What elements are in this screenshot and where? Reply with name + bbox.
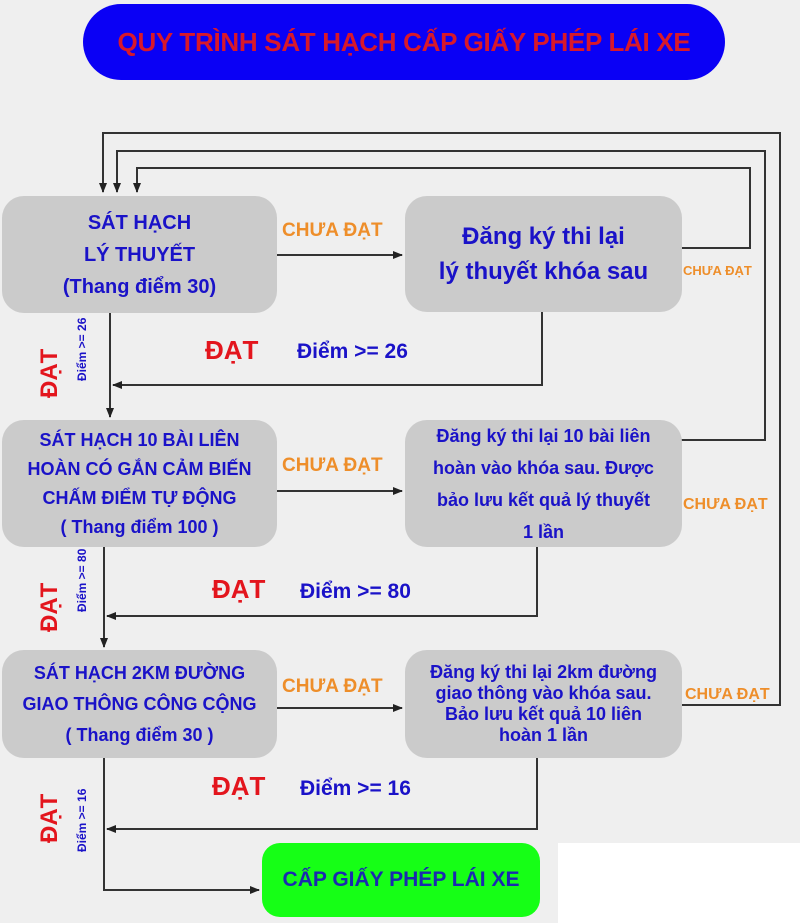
pass-label: ĐẠT	[212, 574, 266, 604]
side-pass-label: ĐẠT	[36, 348, 63, 398]
pass-condition: Điểm >= 26	[297, 340, 408, 363]
side-pass-condition: Điểm >= 80	[75, 548, 89, 612]
retake-fail-label: CHƯA ĐẠT	[683, 263, 752, 278]
road-exam-box	[2, 650, 277, 758]
pass-condition: Điểm >= 16	[300, 777, 411, 800]
side-pass-condition: Điểm >= 16	[75, 788, 89, 852]
box-line: SÁT HẠCH	[87, 211, 192, 234]
maneuver-exam-box	[2, 420, 277, 547]
pass-label: ĐẠT	[212, 771, 266, 801]
side-pass-condition: Điểm >= 26	[75, 317, 89, 381]
pass-label: ĐẠT	[205, 335, 259, 365]
theory-exam-box	[2, 196, 277, 313]
box-line: ( Thang điểm 30 )	[65, 724, 214, 745]
box-line: Bảo lưu kết quả 10 liên	[444, 704, 643, 724]
blank-area	[558, 843, 800, 923]
side-pass-label: ĐẠT	[36, 793, 63, 843]
box-line: LÝ THUYẾT	[83, 243, 196, 266]
box-line: Đăng ký thi lại 10 bài liên	[436, 425, 651, 446]
box-line: SÁT HẠCH 2KM ĐƯỜNG	[33, 662, 246, 683]
page-title: QUY TRÌNH SÁT HẠCH CẤP GIẤY PHÉP LÁI XE	[117, 26, 691, 57]
box-line: Đăng ký thi lại 2km đường	[430, 662, 657, 682]
box-line: GIAO THÔNG CÔNG CỘNG	[22, 693, 257, 714]
box-line: hoàn vào khóa sau. Được	[433, 457, 654, 478]
box-line: (Thang điểm 30)	[62, 275, 217, 298]
theory-retake-box	[405, 196, 682, 312]
box-line: bảo lưu kết quả lý thuyết	[436, 489, 651, 510]
fail-label: CHƯA ĐẠT	[282, 455, 383, 476]
retake-fail-label: CHƯA ĐẠT	[683, 496, 768, 513]
final-label: CẤP GIẤY PHÉP LÁI XE	[282, 868, 520, 891]
title-banner	[83, 4, 725, 80]
license-issued-box	[262, 843, 540, 917]
retake-fail-label: CHƯA ĐẠT	[685, 686, 770, 703]
side-pass-label: ĐẠT	[36, 582, 63, 632]
box-line: Đăng ký thi lại	[462, 223, 625, 250]
box-line: 1 lần	[522, 521, 565, 542]
maneuver-retake-box	[405, 420, 682, 547]
pass-condition: Điểm >= 80	[300, 580, 411, 603]
fail-label: CHƯA ĐẠT	[282, 220, 383, 241]
road-retake-box	[405, 650, 682, 758]
box-line: CHẤM ĐIỂM TỰ ĐỘNG	[42, 487, 237, 508]
fail-label: CHƯA ĐẠT	[282, 676, 383, 697]
box-line: lý thuyết khóa sau	[438, 258, 649, 285]
box-line: giao thông vào khóa sau.	[435, 683, 652, 703]
box-line: SÁT HẠCH 10 BÀI LIÊN	[39, 429, 240, 450]
box-line: HOÀN CÓ GẮN CẢM BIẾN	[27, 458, 252, 479]
box-line: ( Thang điểm 100 )	[60, 516, 219, 537]
box-line: hoàn 1 lần	[498, 725, 588, 745]
